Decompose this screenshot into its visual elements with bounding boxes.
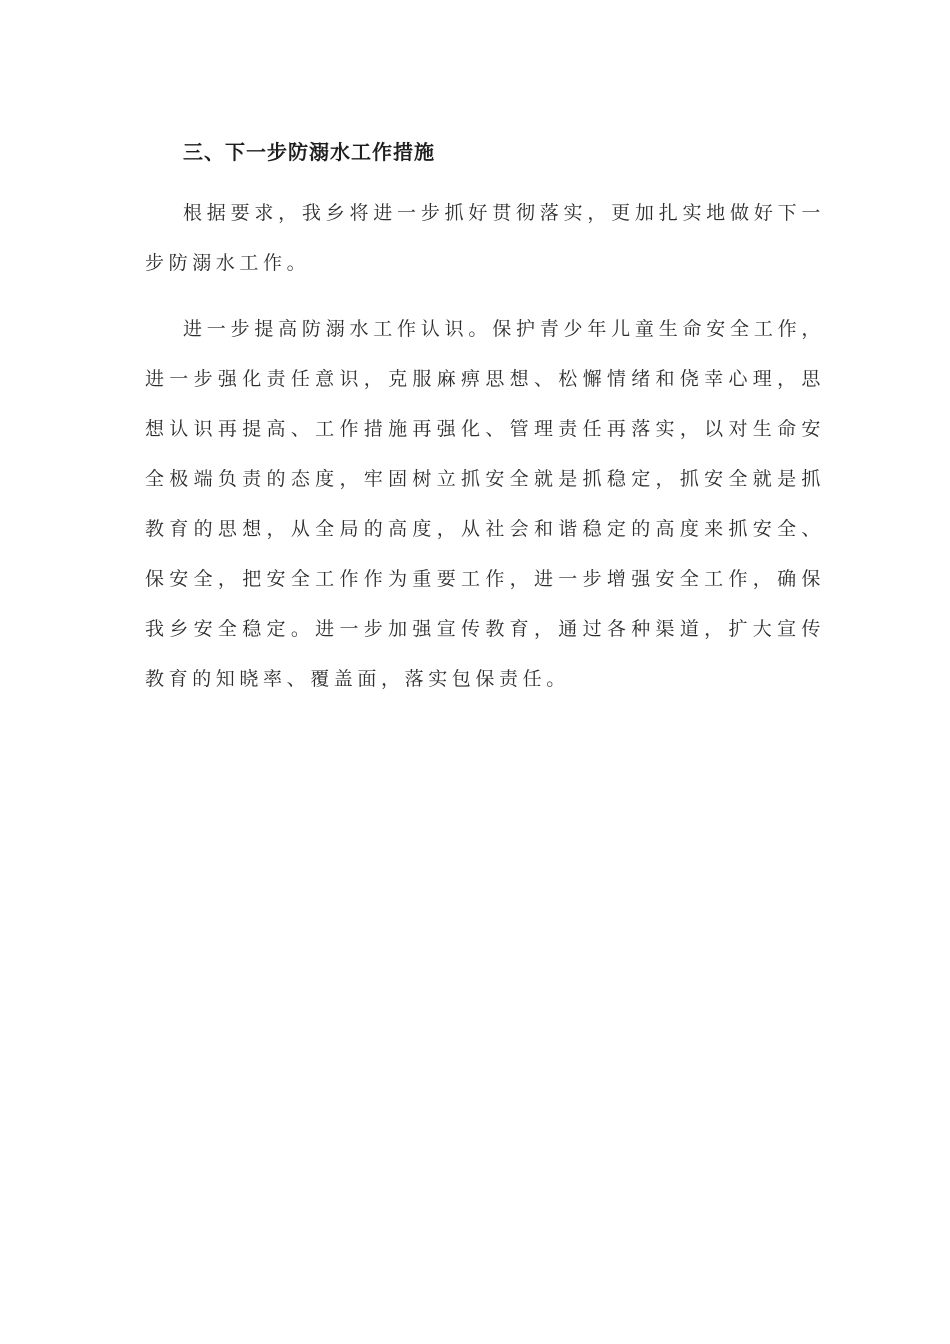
document-body xyxy=(145,132,825,720)
paragraph-intro: 根据要求，我乡将进一步抓好贯彻落实，更加扎实地做好下一步防溺水工作。 xyxy=(145,202,825,274)
section-heading: 三、下一步防溺水工作措施 xyxy=(183,140,435,164)
paragraph-measures: 进一步提高防溺水工作认识。保护青少年儿童生命安全工作，进一步强化责任意识，克服麻痹思想、松懈情绪和侥幸心理，思想认识再提高、工作措施再强化、管理责任再落实，以对生命安全极端负责的态度，牢固树立抓安全就是抓稳定，抓安全就是抓教育的思想，从全局的高度，从社会和谐稳定的高度来抓安全、保安全，把安全工作作为重要工作，进一步增强安全工作，确保我乡安全稳定。进一步加强宣传教育，通过各种渠道，扩大宣传教育的知晓率、覆盖面，落实包保责任。 xyxy=(145,318,825,690)
